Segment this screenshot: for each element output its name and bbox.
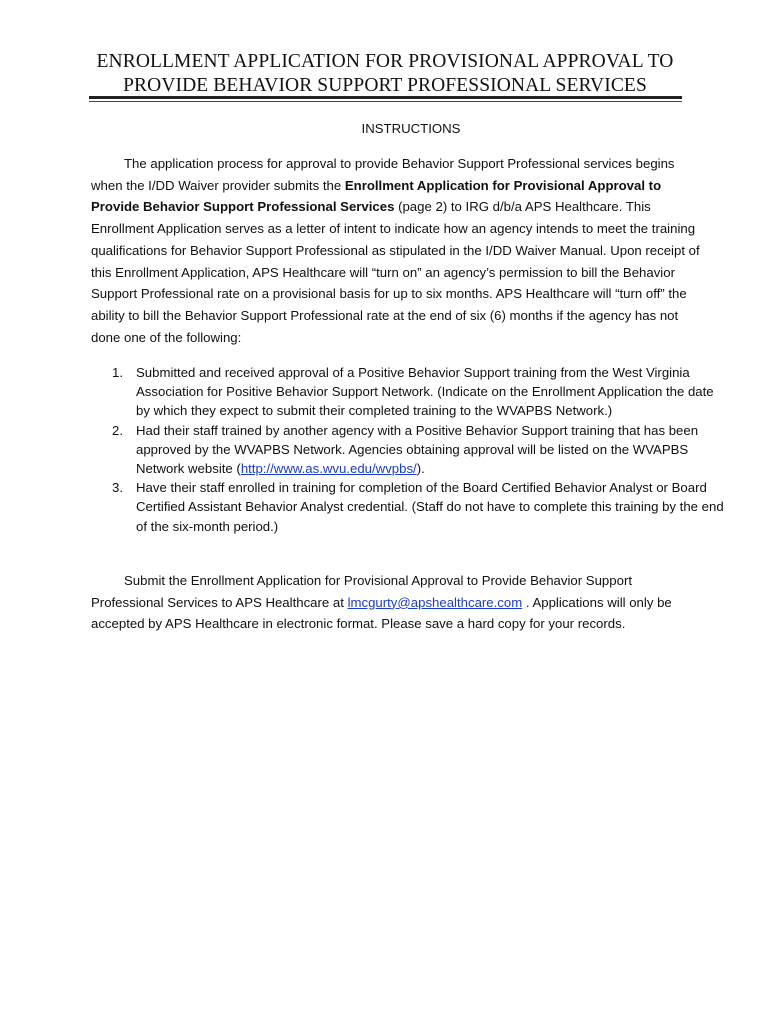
document-title — [88, 50, 682, 98]
list-item-number: 3. — [112, 480, 123, 496]
list-item-text: Had their staff trained by another agency with a Positive Behavior Support training that has been approved by the WVAPBS Network. Agencies obtaining approval will be listed on the WVAPBS Network website ( — [136, 422, 699, 477]
intro-paragraph — [91, 153, 703, 348]
wvapbs-website-link[interactable]: http://www.as.wvu.edu/wvpbs/ — [240, 461, 417, 477]
list-item — [112, 421, 726, 479]
title-divider-thick — [89, 96, 682, 99]
submission-text-end: . Applications will only be accepted by APS Healthcare in electronic format. Please save a hard copy for your records. — [91, 594, 672, 632]
intro-bold-form-name: Enrollment Application for Provisional Approval to Provide Behavior Support Professional Services — [91, 177, 662, 215]
list-item-number: 2. — [112, 422, 123, 438]
title-line-1: ENROLLMENT APPLICATION FOR PROVISIONAL APPROVAL TO — [96, 51, 674, 72]
requirements-list — [91, 363, 726, 536]
intro-text-start: The application process for approval to provide Behavior Support Professional services begins when the I/DD Waiver provider submits the — [91, 156, 675, 193]
title-divider-thin — [89, 101, 682, 102]
list-item-number: 1. — [112, 365, 123, 380]
submission-paragraph — [91, 570, 703, 635]
intro-text-end: (page 2) to IRG d/b/a APS Healthcare. This Enrollment Application serves as a letter of intent to indicate how an agency intends to meet the training qualifications for Behavior Support Professional as stipulated in the I/DD Waiver Manual. Upon receipt of this Enrollment Application, APS Healthcare will “turn on” an agency’s permission to bill the Behavior Support Professional rate on a provisional basis for up to six months. APS Healthcare will “turn off” the ability to bill the Behavior Support Professional rate at the end of six (6) months if the agency has not done one of the following: — [91, 199, 700, 345]
email-link[interactable]: lmcgurty@apshealthcare.com — [347, 594, 523, 610]
section-heading: INSTRUCTIONS — [361, 121, 461, 136]
submission-text-start: Submit the Enrollment Application for Provisional Approval to Provide Behavior Support Professional Services to APS Healthcare at — [91, 573, 632, 610]
title-line-2: PROVIDE BEHAVIOR SUPPORT PROFESSIONAL SERVICES — [123, 75, 647, 96]
list-item-text: Submitted and received approval of a Positive Behavior Support training from the West Virginia Association for Positive Behavior Support Network. (Indicate on the Enrollment Application the date by which they expect to submit their completed training to the WVAPBS Network.) — [136, 365, 714, 419]
list-item-text: Have their staff enrolled in training for completion of the Board Certified Behavior Analyst or Board Certified Assistant Behavior Analyst credential. (Staff do not have to complete this training by the end of the six-month period.) — [136, 480, 724, 534]
list-item — [112, 363, 726, 421]
list-item-text-end: ). — [416, 461, 425, 477]
list-item — [112, 478, 726, 536]
